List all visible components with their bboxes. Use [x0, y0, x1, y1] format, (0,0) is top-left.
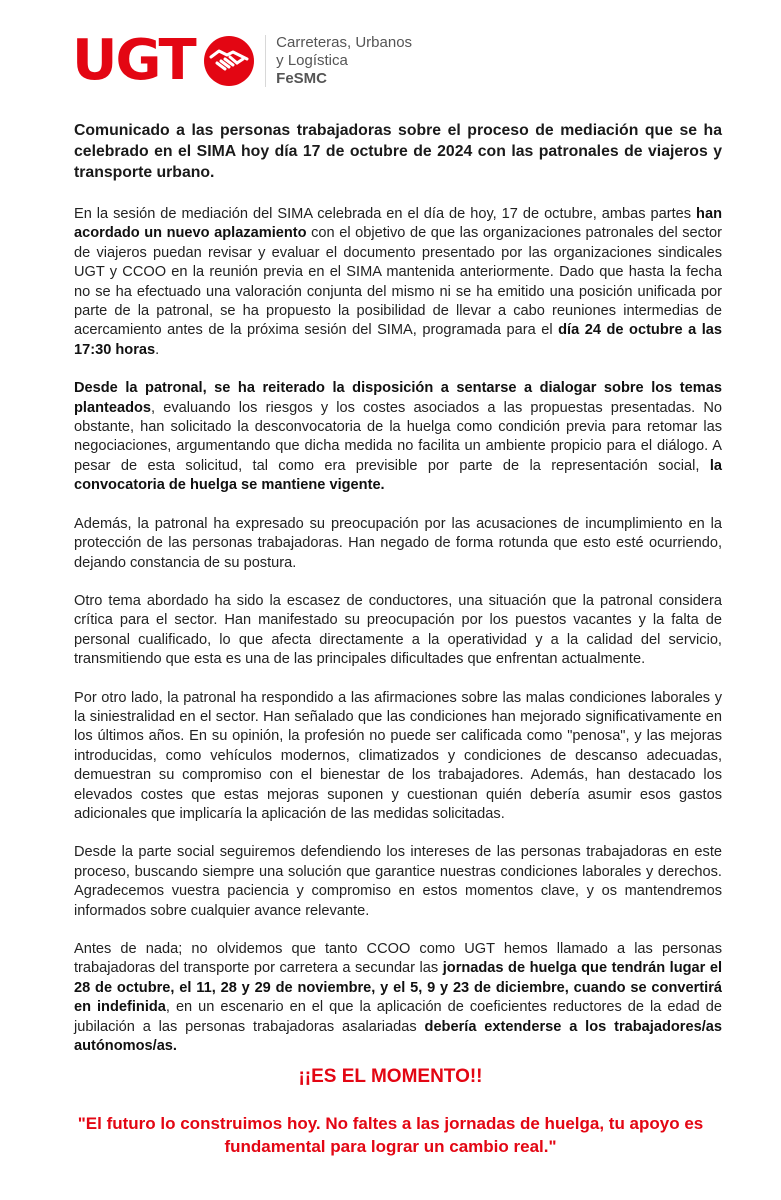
p1-text-2: con el objetivo de que las organizaciones patronales del sector de viajeros puedan revisar y evaluar el documento presentado por las organizaciones sindicales UGT y CCOO en la reunión previa en el SIMA mantenida anteriormente. Dado que hasta la fecha no se ha efectuado una valoración conjunta del mismo ni se ha emitido una posición unificada por parte de la patronal, se ha propuesto la posibilidad de llevar a cabo reuniones intermedias de acercamiento antes de la próxima sesión del SIMA, programada para el — [74, 225, 722, 339]
logo-divider — [265, 35, 267, 87]
logo-wordmark: UGT — [72, 28, 195, 93]
ugt-logo — [72, 28, 412, 94]
paragraph-2 — [74, 379, 722, 495]
closing-quote: "El futuro lo construimos hoy. No faltes a las jornadas de huelga, tu apoyo es fundamental para lograr un cambio real." — [77, 1114, 704, 1156]
handshake-icon — [203, 35, 255, 87]
paragraph-5: Por otro lado, la patronal ha respondido a las afirmaciones sobre las malas condiciones laborales y la siniestralidad en el sector. Han señalado que las condiciones han mejorado significativamente en los últimos años. En su opinión, la profesión no puede ser calificada como "penosa", y las mejoras introducidas, como vehículos modernos, climatizados y condiciones de descanso adecuadas, demuestran su compromiso con el bienestar de los trabajadores. Además, han destacado los elevados costes que estas mejoras suponen y cuestionan quién debería asumir esos gastos adicionales que implicaría la aplicación de las medidas solicitadas. — [74, 689, 722, 822]
p2-text-1: , evaluando los riesgos y los costes asociados a las propuestas presentadas. No obstante, han solicitado la desconvocatoria de la huelga como condición previa para retomar las negociaciones, argumentando que dicha medida no facilita un ambiente propicio para el diálogo. A pesar de esta solicitud, tal como era previsible por parte de la representación social, — [74, 399, 722, 474]
sector-line-1: Carreteras, Urbanos — [276, 34, 413, 51]
p7-text-1: Antes de nada; no olvidemos que tanto CCOO como UGT hemos llamado a las personas trabajadoras del transporte por carretera a secundar las — [74, 941, 722, 977]
p1-bold-1: han acordado un nuevo aplazamiento — [74, 206, 722, 242]
p2-bold-2: la convocatoria de huelga se mantiene vigente. — [74, 457, 722, 494]
paragraph-4: Otro tema abordado ha sido la escasez de conductores, una situación que la patronal considera crítica para el sector. Han manifestado su preocupación por los puestos vacantes y la falta de personal cualificado, lo que afecta directamente a la operatividad y a la calidad del servicio, transmitiendo que esta es una de las principales dificultades que enfrentan actualmente. — [74, 592, 722, 668]
p1-bold-2: día 24 de octubre a las 17:30 horas — [74, 322, 722, 358]
paragraph-3: Además, la patronal ha expresado su preocupación por las acusaciones de incumplimiento en la protección de las personas trabajadoras. Han negado de forma rotunda que esto esté ocurriendo, dejando constancia de su postura. — [74, 515, 722, 571]
slogan: ¡¡ES EL MOMENTO!! — [298, 1066, 483, 1087]
sector-org: FeSMC — [276, 70, 327, 87]
paragraph-7 — [74, 940, 722, 1056]
p7-bold-2: debería extenderse a los trabajadores/as autónomos/as. — [74, 1018, 722, 1055]
paragraph-6: Desde la parte social seguiremos defendiendo los intereses de las personas trabajadoras en este proceso, buscando siempre una solución que garantice nuestras condiciones laborales y derechos. Agradecemos vuestra paciencia y compromiso en estos momentos clave, y os mantendremos informados sobre cualquier avance relevante. — [74, 844, 722, 919]
p1-text-3: . — [155, 341, 160, 358]
p7-text-2: , en un escenario en el que la aplicación de coeficientes reductores de la edad de jubilación a las personas trabajadoras asalariadas — [74, 999, 723, 1035]
p1-text-1: En la sesión de mediación del SIMA celebrada en el día de hoy, 17 de octubre, ambas partes — [74, 206, 697, 222]
document-body — [74, 120, 722, 1075]
p7-bold-1: jornadas de huelga que tendrán lugar el 28 de octubre, el 11, 28 y 29 de noviembre, y el 5, 9 y 23 de diciembre, cuando se convertirá en indefinida — [74, 960, 722, 1016]
paragraph-1 — [74, 205, 722, 360]
p2-bold-1: Desde la patronal, se ha reiterado la disposición a sentarse a dialogar sobre los temas planteados — [74, 380, 722, 416]
sector-label — [276, 34, 412, 88]
sector-line-2: y Logística — [276, 52, 348, 69]
document-title: Comunicado a las personas trabajadoras sobre el proceso de mediación que se ha celebrado en el SIMA hoy día 17 de octubre de 2024 con las patronales de viajeros y transporte urbano. — [74, 122, 722, 181]
